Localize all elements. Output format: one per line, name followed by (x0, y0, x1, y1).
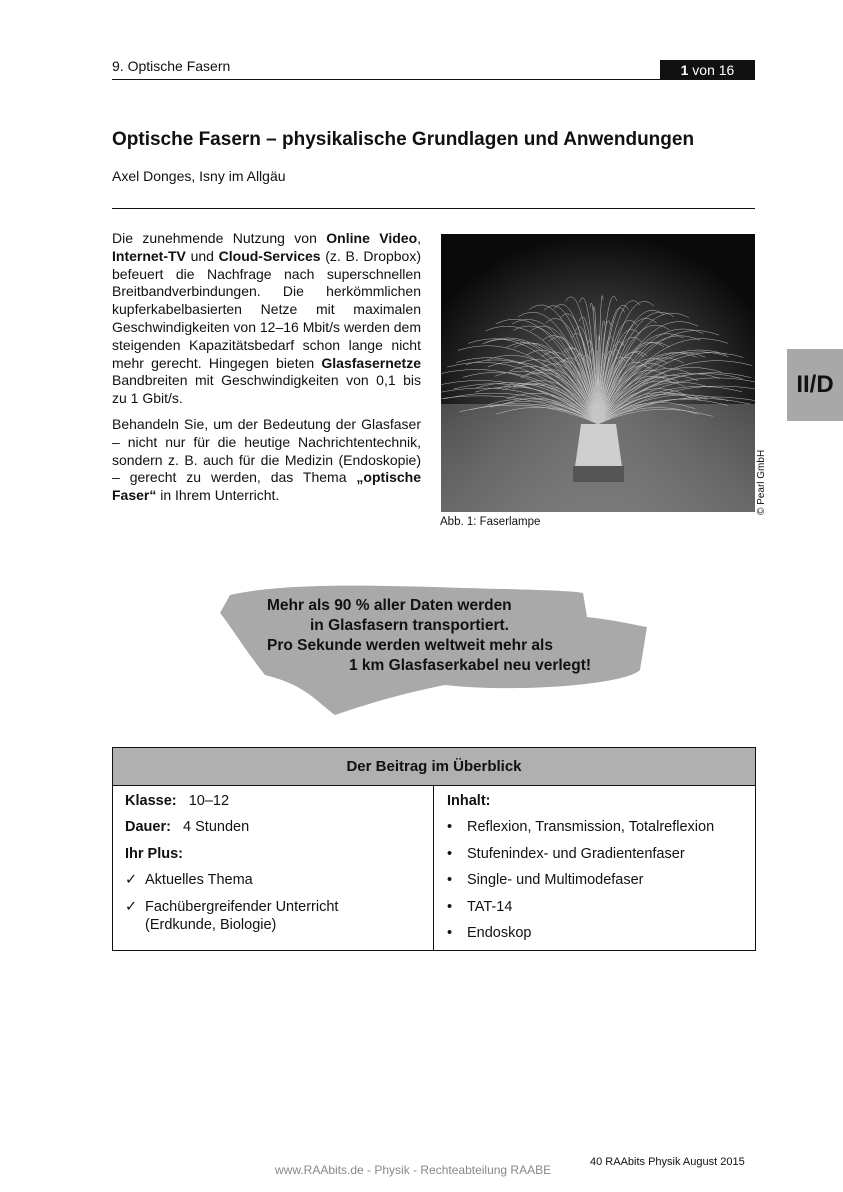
intro-paragraph-2 (112, 416, 421, 505)
fiber-lamp-photo (441, 234, 755, 512)
bullet-icon: • (447, 872, 453, 889)
klasse-label: Klasse: (125, 793, 177, 809)
chapter-tab: II/D (787, 349, 843, 421)
text-segment: , (417, 230, 422, 246)
section-header: 9. Optische Fasern (112, 58, 231, 74)
text-segment: und (185, 247, 219, 264)
page-title: Optische Fasern – physikalische Grundlagen und Anwendungen (112, 129, 695, 150)
overview-content (435, 786, 755, 950)
check-icon: ✓ (125, 872, 138, 889)
intro-paragraph-1 (112, 230, 421, 408)
text-segment: (z. B. Dropbox) befeuert die Nachfrage nach superschnellen Breitbandverbindungen. Die herkömmlichen kupferkabelbasierten Netze mit maximalen Geschwindigkeiten von 12–16 Mbit/s werden dem steigenden Kapazitätsbedarf schon lange nicht mehr gerecht. Hingegen bieten (112, 247, 422, 371)
author: Axel Donges, Isny im Allgäu (112, 168, 286, 184)
text-segment: in Ihrem Unterricht. (156, 487, 280, 504)
overview-meta (113, 786, 434, 950)
dauer-label: Dauer: (125, 819, 171, 836)
bold-term: Online Video (326, 230, 418, 246)
page-total: von 16 (688, 62, 735, 78)
text-segment: Bandbreiten mit Geschwindigkeiten von 0,1 bis zu 1 Gbit/s. (112, 372, 421, 407)
callout-line: in Glasfasern transportiert. (310, 617, 509, 634)
title-rule (112, 208, 755, 209)
overview-table (112, 747, 756, 951)
callout-line: Pro Sekunde werden weltweit mehr als (267, 637, 553, 654)
plus-item-continued: (Erdkunde, Biologie) (145, 916, 277, 933)
inhalt-item: Single- und Multimodefaser (467, 872, 644, 889)
bold-term: Glasfasernetze (321, 354, 421, 371)
inhalt-item: Reflexion, Transmission, Totalreflexion (467, 819, 715, 836)
overview-heading: Der Beitrag im Überblick (113, 748, 755, 786)
bullet-icon: • (447, 845, 453, 862)
header-rule (112, 79, 660, 80)
plus-label: Ihr Plus: (125, 845, 184, 862)
text-segment: Die zunehmende Nutzung von (112, 230, 327, 246)
callout-line: 1 km Glasfaserkabel neu verlegt! (349, 657, 592, 674)
page-current: 1 (680, 62, 689, 78)
klasse-value: 10–12 (188, 793, 230, 809)
inhalt-item: TAT-14 (467, 898, 513, 915)
plus-item: Aktuelles Thema (145, 872, 253, 889)
inhalt-item: Stufenindex- und Gradientenfaser (467, 845, 685, 862)
page-number-badge (660, 60, 755, 80)
callout-text (225, 596, 645, 676)
bullet-icon: • (447, 898, 453, 915)
issue-footer: 40 RAAbits Physik August 2015 (590, 1156, 745, 1168)
figure-caption: Abb. 1: Faserlampe (440, 516, 541, 528)
inhalt-item: Endoskop (467, 924, 532, 941)
bullet-icon: • (447, 819, 453, 836)
check-icon: ✓ (125, 898, 138, 915)
inhalt-label: Inhalt: (447, 793, 491, 809)
callout-line: Mehr als 90 % aller Daten werden (267, 597, 512, 614)
source-footer: www.RAAbits.de - Physik - Rechteabteilung RAABE (275, 1163, 552, 1177)
text-segment: Behandeln Sie, um der Bedeutung der Glasfaser – nicht nur für die heutige Nachrichtentechnik, sondern z. B. auch für die Medizin (Endoskopie) – gerecht zu werden, das Thema (112, 415, 421, 486)
dauer-value: 4 Stunden (183, 819, 250, 836)
bold-term: Internet-TV (112, 247, 186, 264)
bold-term: Cloud-Services (218, 247, 321, 264)
bold-term: „optische Faser“ (112, 469, 421, 504)
bullet-icon: • (447, 924, 453, 941)
photo-copyright: © Pearl GmbH (756, 449, 767, 515)
plus-item: Fachübergreifender Unterricht (145, 898, 339, 915)
intro-text (112, 230, 421, 513)
